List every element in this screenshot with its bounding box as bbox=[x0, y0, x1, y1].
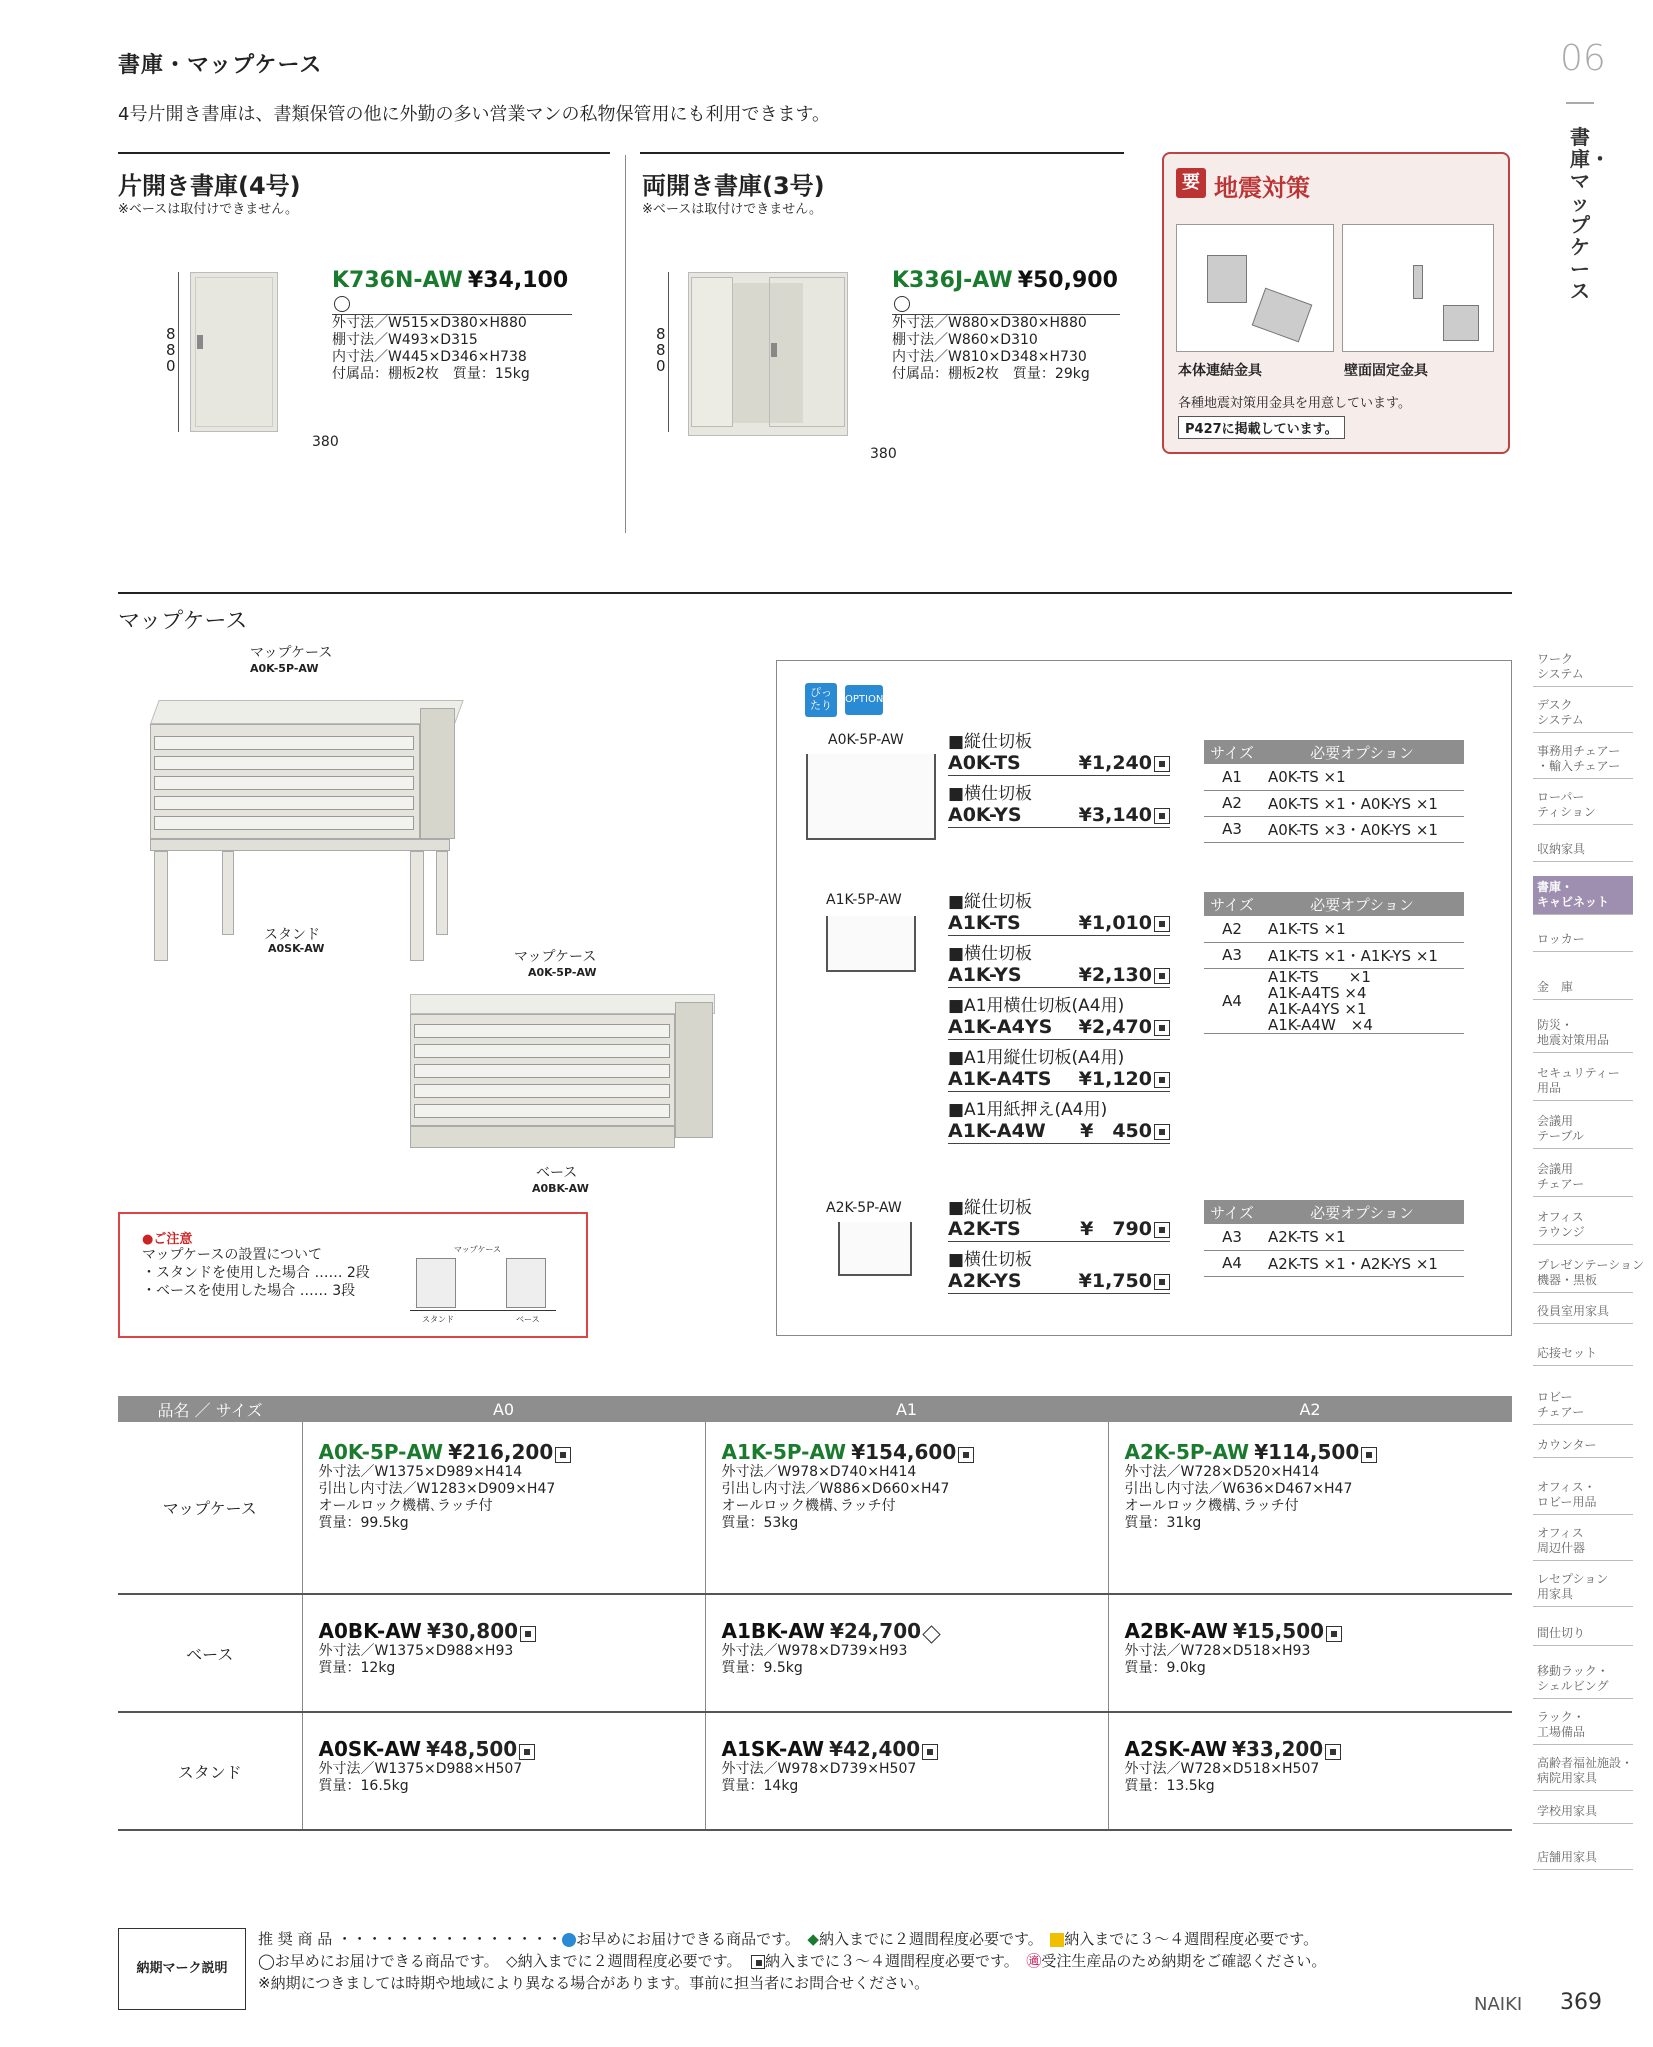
product-info bbox=[332, 268, 572, 383]
legend-label: 納期マーク説明 bbox=[118, 1928, 246, 2010]
table-header: 品名 ／ サイズ bbox=[118, 1396, 302, 1422]
sidebar-item[interactable]: 高齢者福祉施設・ 病院用家具 bbox=[1533, 1752, 1633, 1791]
option-price: ¥3,140 bbox=[1079, 805, 1170, 826]
product-info bbox=[892, 268, 1120, 383]
sidebar-item[interactable]: デスク システム bbox=[1533, 694, 1633, 733]
height-dimension: 880 bbox=[656, 325, 666, 375]
chapter-rule bbox=[1566, 102, 1594, 104]
product-code: K336J-AW bbox=[892, 268, 1013, 293]
mapcase-base-image bbox=[410, 994, 715, 1154]
sidebar-item[interactable]: ラック・ 工場備品 bbox=[1533, 1706, 1633, 1745]
table-row: マップケース A0K-5P-AW ¥216,200 外寸法／W1375×D989×H414 引出し内寸法／W1283×D909×H47 オールロック機構､ラッチ付 質量：99.5kg A1K-5P-AW ¥154,600 外寸法／W978×D740×H414 引出し内寸法／W886×D660×H47 オールロック機構､ラッチ付 質量：53kg A2K-5P-AW ¥114,500 外寸法／W728×D520×H414 引出し内寸法／W636×D467×H47 オールロック機構､ラッチ付 質量：31kg bbox=[118, 1422, 1512, 1594]
depth-dimension: 380 bbox=[312, 434, 339, 450]
sidebar-item[interactable]: 応接セット bbox=[1533, 1342, 1633, 1366]
option-item: ■A1用縦仕切板(A4用) A1K-A4TS ¥1,120 bbox=[948, 1048, 1170, 1092]
fit-badge: ぴったり bbox=[805, 683, 837, 717]
sidebar-item[interactable]: 事務用チェアー ・輸入チェアー bbox=[1533, 740, 1633, 779]
sidebar-item[interactable]: 防災・ 地震対策用品 bbox=[1533, 1014, 1633, 1053]
option-item: ■横仕切板 A1K-YS ¥2,130 bbox=[948, 944, 1170, 988]
option-item: ■横仕切板 A2K-YS ¥1,750 bbox=[948, 1250, 1170, 1294]
mapcase-stand-image bbox=[150, 700, 455, 960]
sidebar-item[interactable]: 会議用 チェアー bbox=[1533, 1158, 1633, 1197]
blue-dot-icon bbox=[562, 1933, 576, 1947]
sidebar-item[interactable]: ワーク システム bbox=[1533, 648, 1633, 687]
option-badge: OPTION bbox=[845, 685, 883, 715]
sidebar-item[interactable]: 間仕切り bbox=[1533, 1622, 1633, 1646]
delivery-mark-icon bbox=[894, 296, 910, 312]
sidebar-item[interactable]: オフィス ラウンジ bbox=[1533, 1206, 1633, 1245]
earthquake-box bbox=[1162, 152, 1510, 454]
legend-text: 推 奨 商 品 ・・・・・・・・・・・・・・・ お早めにお届けできる商品です。 ◆納入までに２週間程度必要です。 納入までに３～４週間程度必要です。 ◯お早めにお届けできる商品です。 ◇納入までに２週間程度必要です。 納入までに３～４週間程度必要です。 ㊜受注生産品のため納期をご確認ください。 ※納期につきましては時期や地域により異なる場合があります。事前に担当者にお問合せください。 bbox=[258, 1930, 1327, 1992]
product-table bbox=[118, 1396, 1512, 1831]
section-rule bbox=[118, 592, 1512, 594]
option-table: サイズ 必要オプション A3 A2K-TS ×1 A4 A2K-TS ×1・A2K-YS ×1 bbox=[1204, 1200, 1464, 1277]
product-note: ※ベースは取付けできません。 bbox=[118, 202, 299, 217]
product-note: ※ベースは取付けできません。 bbox=[642, 202, 823, 217]
earthquake-title: 地震対策 bbox=[1214, 174, 1310, 202]
bracket-image-1 bbox=[1176, 224, 1334, 352]
sidebar-item[interactable]: セキュリティー 用品 bbox=[1533, 1062, 1633, 1101]
product-specs: 外寸法／W880×D380×H880 棚寸法／W860×D310 内寸法／W810×D348×H730 付属品：棚板2枚 質量：29kg bbox=[892, 315, 1090, 382]
caution-fig-label: ベース bbox=[516, 1315, 540, 1324]
caution-text: マップケースの設置について ・スタンドを使用した場合 …… 2段 ・ベースを使用した場合 …… 3段 bbox=[142, 1247, 370, 1299]
option-figure bbox=[826, 916, 916, 972]
page-number: 369 bbox=[1560, 1990, 1602, 2015]
option-item: ■A1用紙押え(A4用) A1K-A4W ¥ 450 bbox=[948, 1100, 1170, 1144]
option-label: ■横仕切板 bbox=[948, 784, 1033, 804]
illus-label: マップケース bbox=[250, 645, 333, 661]
sidebar-item[interactable]: プレゼンテーション 機器・黒板 bbox=[1533, 1254, 1633, 1293]
product-code: K736N-AW bbox=[332, 268, 463, 293]
sidebar-item[interactable]: 会議用 テーブル bbox=[1533, 1110, 1633, 1149]
caution-fig-label: マップケース bbox=[454, 1245, 502, 1254]
sidebar-item[interactable]: 役員室用家具 bbox=[1533, 1300, 1633, 1324]
earthquake-icon: 要 bbox=[1176, 168, 1206, 198]
cabinet-image bbox=[190, 272, 278, 432]
illus-code: A0K-5P-AW bbox=[528, 966, 597, 979]
chapter-number: 06 bbox=[1560, 38, 1606, 79]
table-header: A2 bbox=[1108, 1396, 1512, 1422]
option-model: A0K-5P-AW bbox=[828, 732, 904, 748]
option-price: ¥1,240 bbox=[1079, 753, 1170, 774]
option-item bbox=[948, 784, 1170, 828]
bracket-image-2 bbox=[1342, 224, 1494, 352]
section-title: 書庫・マップケース bbox=[118, 53, 323, 78]
illus-code: A0BK-AW bbox=[532, 1182, 589, 1195]
cabinet-image bbox=[688, 272, 848, 436]
sidebar-item[interactable]: オフィス・ ロビー用品 bbox=[1533, 1476, 1633, 1515]
illus-label: スタンド bbox=[264, 927, 320, 943]
bracket-label-2: 壁面固定金具 bbox=[1344, 363, 1428, 379]
page-reference: P427に掲載しています。 bbox=[1178, 416, 1345, 439]
height-dimension: 880 bbox=[166, 325, 176, 375]
sidebar-item[interactable]: 書庫・ キャビネット bbox=[1533, 876, 1633, 915]
sidebar-item[interactable]: カウンター bbox=[1533, 1434, 1633, 1458]
product-specs: 外寸法／W515×D380×H880 棚寸法／W493×D315 内寸法／W445×D346×H738 付属品：棚板2枚 質量：15kg bbox=[332, 315, 530, 382]
bracket-label-1: 本体連結金具 bbox=[1178, 363, 1262, 379]
product-price: ¥50,900 bbox=[1017, 268, 1118, 293]
sidebar-item[interactable]: 金 庫 bbox=[1533, 976, 1633, 1000]
mapcase-title: マップケース bbox=[118, 609, 248, 634]
sidebar-item[interactable]: 学校用家具 bbox=[1533, 1800, 1633, 1824]
option-item bbox=[948, 732, 1170, 776]
yellow-square-icon bbox=[1050, 1933, 1064, 1947]
column-divider bbox=[625, 155, 626, 533]
option-table: サイズ 必要オプション A1 A0K-TS ×1 A2 A0K-TS ×1・A0K-YS ×1 A3 A0K-TS ×3・A0K-YS ×1 bbox=[1204, 740, 1464, 843]
illus-label: マップケース bbox=[514, 949, 597, 965]
illus-code: A0K-5P-AW bbox=[250, 662, 319, 675]
sidebar-item[interactable]: オフィス 周辺什器 bbox=[1533, 1522, 1633, 1561]
sidebar-item[interactable]: ロッカー bbox=[1533, 928, 1633, 952]
option-code: A0K-TS bbox=[948, 752, 1021, 774]
option-code: A0K-YS bbox=[948, 804, 1022, 826]
sidebar-item[interactable]: 移動ラック・ シェルビング bbox=[1533, 1660, 1633, 1699]
depth-dimension: 380 bbox=[870, 446, 897, 462]
option-label: ■縦仕切板 bbox=[948, 732, 1033, 752]
illus-label: ベース bbox=[536, 1165, 578, 1181]
table-header: A0 bbox=[302, 1396, 705, 1422]
section-rule bbox=[640, 152, 1124, 154]
brand: NAIKI bbox=[1474, 1994, 1523, 2015]
intro-text: 4号片開き書庫は、書類保管の他に外勤の多い営業マンの私物保管用にも利用できます。 bbox=[118, 104, 831, 125]
option-model: A1K-5P-AW bbox=[826, 892, 902, 908]
caution-fig-stand bbox=[416, 1258, 456, 1308]
delivery-mark-icon bbox=[334, 296, 350, 312]
sidebar-item[interactable]: レセプション 用家具 bbox=[1533, 1568, 1633, 1607]
caution-fig-base bbox=[506, 1258, 546, 1308]
earthquake-text: 各種地震対策用金具を用意しています。 bbox=[1178, 396, 1411, 411]
sidebar-item[interactable]: 店舗用家具 bbox=[1533, 1846, 1633, 1870]
product-title: 両開き書庫(3号) bbox=[642, 172, 825, 200]
option-item: ■縦仕切板 A2K-TS ¥ 790 bbox=[948, 1198, 1170, 1242]
illus-code: A0SK-AW bbox=[268, 942, 325, 955]
section-rule bbox=[118, 152, 610, 154]
sidebar-item[interactable]: 収納家具 bbox=[1533, 838, 1633, 862]
caution-title: ●ご注意 bbox=[142, 1232, 193, 1247]
option-figure bbox=[806, 754, 936, 840]
sidebar-item[interactable]: ローパー ティション bbox=[1533, 786, 1633, 825]
option-figure bbox=[838, 1222, 912, 1276]
product-price: ¥34,100 bbox=[467, 268, 569, 293]
table-row: スタンド A0SK-AW ¥48,500 外寸法／W1375×D988×H507 質量：16.5kg A1SK-AW ¥42,400 外寸法／W978×D739×H507 質量：14kg A2SK-AW ¥33,200 外寸法／W728×D518×H507 質量：13.5kg bbox=[118, 1712, 1512, 1830]
chapter-vertical-label: 書庫・マップケース bbox=[1570, 125, 1610, 303]
option-item: ■縦仕切板 A1K-TS ¥1,010 bbox=[948, 892, 1170, 936]
table-row: ベース A0BK-AW ¥30,800 外寸法／W1375×D988×H93 質量：12kg A1BK-AW ¥24,700 外寸法／W978×D739×H93 質量：9.5kg A2BK-AW ¥15,500 外寸法／W728×D518×H93 質量：9.0kg bbox=[118, 1594, 1512, 1712]
caution-box bbox=[118, 1212, 588, 1338]
table-header: A1 bbox=[705, 1396, 1108, 1422]
option-table: サイズ 必要オプション A2 A1K-TS ×1 A3 A1K-TS ×1・A1K-YS ×1 A4 A1K-TS ×1 A1K-A4TS ×4 A1K-A4YS ×1 A1K-A4W ×4 bbox=[1204, 892, 1464, 1034]
option-model: A2K-5P-AW bbox=[826, 1200, 902, 1216]
option-item: ■A1用横仕切板(A4用) A1K-A4YS ¥2,470 bbox=[948, 996, 1170, 1040]
caution-fig-label: スタンド bbox=[422, 1315, 454, 1324]
product-title: 片開き書庫(4号) bbox=[118, 172, 301, 200]
sidebar-item[interactable]: ロビー チェアー bbox=[1533, 1386, 1633, 1425]
